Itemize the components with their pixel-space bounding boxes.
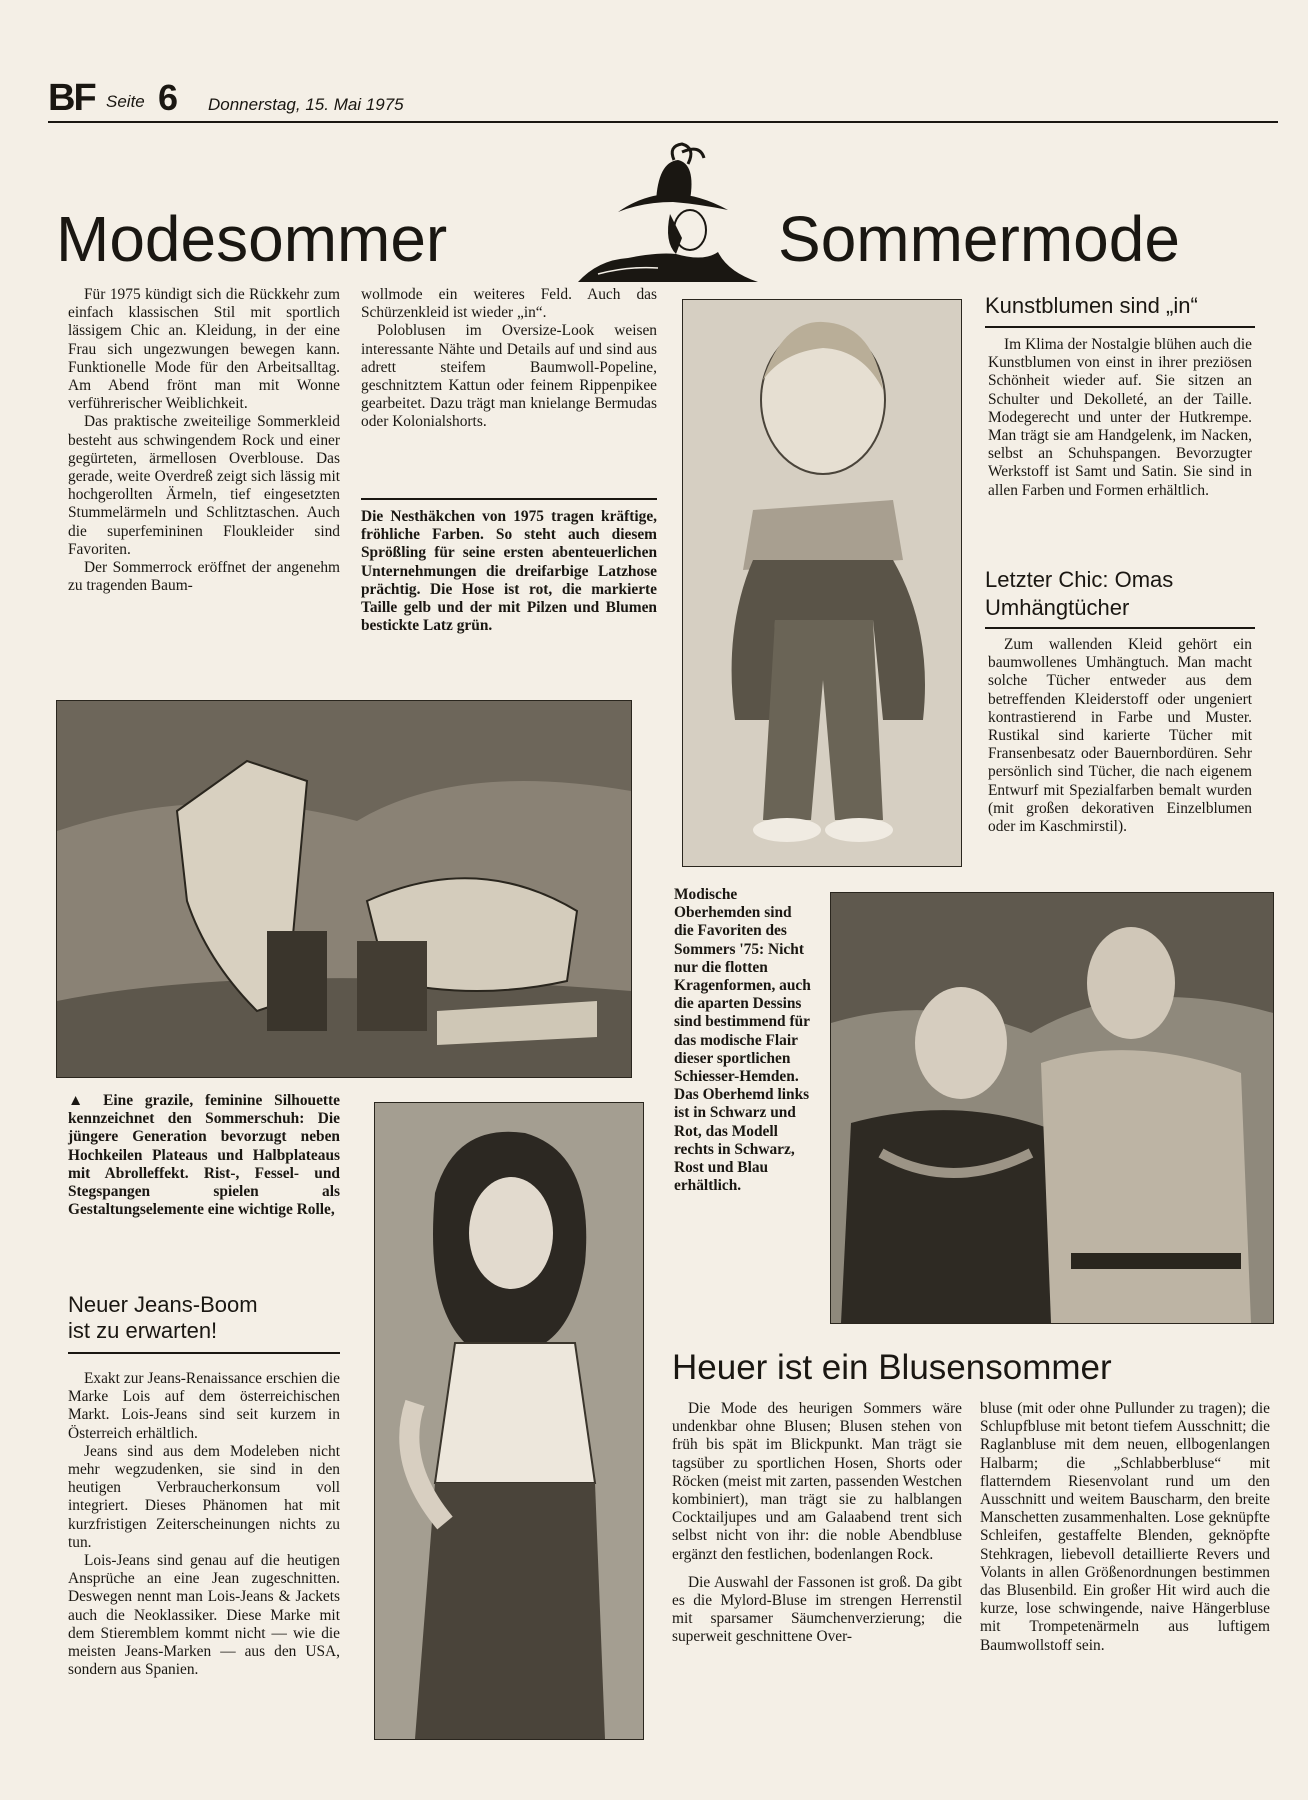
shirts-photo (830, 892, 1274, 1324)
kunstblumen-text (988, 336, 1252, 500)
headline-right: Sommermode (778, 203, 1180, 275)
issue-date: Donnerstag, 15. Mai 1975 (208, 95, 404, 114)
sandals-photo-caption: ▲ Eine grazile, feminine Silhouette kennzeichnet den Sommerschuh: Die jüngere Generation bevorzugt neben Hochkeilen Plateaus und Halbplateaus mit Abrolleffekt. Rist-, Fessel- und Stegspangen spielen als Gestaltungselemente eine wichtige Rolle, (68, 1092, 340, 1219)
chic-text (988, 636, 1252, 836)
section-title-kunstblumen: Kunstblumen sind „in“ (985, 293, 1198, 318)
page-number: 6 (158, 77, 179, 118)
column-divider (361, 498, 657, 500)
kunstblumen-paragraph: Im Klima der Nostalgie blühen auch die Kunstblumen von einst in ihrer preziösen Schönheit wieder auf. Sie sitzen an Schulter und Dekolleté, an der Taille. Modegerecht und unter der Hutkrempe. Man trägt sie am Handgelenk, im Nacken, selbst an Schuhspangen. Bevorzugter Werkstoff ist Samt und Satin. Sie sind in allen Farben und Formen erhältlich. (988, 336, 1252, 499)
woman-jeans-photo (374, 1102, 644, 1740)
chic-paragraph: Zum wallenden Kleid gehört ein baumwollenes Umhängtuch. Man macht solche Tücher entweder aus dem betreffenden Kleiderstoff oder ungeniert kontrastierend in Farbe und Muster. Rustikal sind karierte Tücher mit Fransenbesatz oder Bauernbordüren. Sehr persönlich sind Tücher, die nach eigenem Entwurf mit Spezialfarben bemalt wurden (mit großen dekorativen Einzelblumen oder im Kaschmirstil). (988, 636, 1252, 836)
intro-paragraph: Für 1975 kündigt sich die Rückkehr zum einfach klassischen Stil mit sportlich lässigem Chic an. Kleidung, in der eine Frau sich ungezwungen bewegen kann. Funktionelle Mode für den Arbeitsalltag. Am Abend frönt man mit Wonne verführerischer Weiblichkeit. (68, 286, 340, 413)
headline-left: Modesommer (56, 203, 448, 275)
jeans-paragraph: Jeans sind aus dem Modeleben nicht mehr wegzudenken, sie sind in den heutigen Verbraucherkonsum voll integriert. Dieses Phänomen hat mit kurzfristigen Zeiterscheinungen nichts zu tun. (68, 1442, 340, 1551)
intro-column-2 (361, 286, 657, 432)
blusen-column-2 (980, 1400, 1270, 1655)
newspaper-logo: BF (48, 77, 95, 119)
sandals-photo (56, 700, 632, 1078)
section-title-blusen: Heuer ist ein Blusensommer (672, 1348, 1112, 1387)
intro-paragraph: Der Sommerrock eröffnet der angenehm zu tragenden Baum- (68, 559, 340, 595)
jeans-paragraph: Exakt zur Jeans-Renaissance erschien die Marke Lois auf dem österreichischen Markt. Lois-Jeans sind seit kurzem in Österreich erhältlich. (68, 1370, 340, 1442)
blusen-paragraph: Die Mode des heurigen Sommers wäre undenkbar ohne Blusen; Blusen stehen von früh bis spät im Blickpunkt. Man trägt sie tagsüber zu sportlichen Hosen, Shorts oder Röcken (meist mit zarten, passenden Westchen kombiniert), man trägt sie zu halblangen Cocktailjupes und am Galaabend trent sich selbst nicht von ihr: die noble Abendbluse ergänzt den festlichen, bodenlangen Rock. (672, 1400, 962, 1563)
lady-with-hat-illustration (578, 142, 758, 284)
jeans-text (68, 1370, 340, 1679)
intro-paragraph: Poloblusen im Oversize-Look weisen interessante Nähte und Details auf und sind aus adrett steifem Baumwoll-Popeline, geschnitztem Kattun oder feinem Rippenpikee gearbeitet. Dazu trägt man knielange Bermudas oder Kolonialshorts. (361, 322, 657, 431)
section-title-jeans (68, 1292, 258, 1344)
chic-title-line: Letzter Chic: Omas (985, 567, 1174, 592)
section-rule (985, 627, 1255, 629)
section-title-chic (985, 566, 1173, 622)
child-photo-caption: Die Nesthäkchen von 1975 tragen kräftige, fröhliche Farben. So steht auch diesem Sprößling für seine ersten abenteuerlichen Unternehmungen die dreifarbige Latzhose prächtig. Die Hose ist rot, die markierte Taille gelb und der mit Pilzen und Blumen bestickte Latz grün. (361, 508, 657, 635)
header-rule (48, 121, 1278, 123)
blusen-paragraph: bluse (mit oder ohne Pullunder zu tragen); die Schlupfbluse mit betont tiefem Ausschnitt; die Raglanbluse mit dem neuen, ellbogenlangen Halbarm; die „Schlabberbluse“ mit flatterndem Riesenvolant rund um den Ausschnitt und weitem Bauscharm, den breite Manschetten zusammenhalten. Lose geknüpfte Schleifen, gestaffelte Blenden, geknöpfte Stehkragen, liebevoll detaillierte Revers und Volants in allen Größenordnungen bestimmen das Blusenbild. Ein großer Hit wird auch die kurze, lose schwingende, naive Hängerbluse mit Trompetenärmeln aus luftigem Baumwollstoff sein. (980, 1400, 1270, 1654)
jeans-paragraph: Lois-Jeans sind genau auf die heutigen Ansprüche an eine Jean zugeschnitten. Deswegen nennt man Lois-Jeans & Jackets auch die Neoklassiker. Diese Marke mit dem Stieremblem kommt nicht — wie die meisten Jeans-Marken — aus den USA, sondern aus Spanien. (68, 1552, 340, 1679)
chic-title-line: Umhängtücher (985, 595, 1130, 620)
page-label: Seite (106, 92, 145, 111)
child-photo (682, 299, 962, 867)
jeans-title-line: Neuer Jeans-Boom (68, 1292, 258, 1317)
blusen-paragraph: Die Auswahl der Fassonen ist groß. Da gibt es die Mylord-Bluse im strengen Herrenstil mit sparsamer Säumchenverzierung; die superweit geschnittene Over- (672, 1573, 962, 1646)
section-rule (68, 1352, 340, 1354)
intro-paragraph: Das praktische zweiteilige Sommerkleid besteht aus schwingendem Rock und einer gegürteten, ärmellosen Overblouse. Das gerade, weite Overdreß zeigt sich lässig mit hochgerollten Ärmeln, tief eingesetzten Stummelärmeln und Schlitztaschen. Auch die superfemininen Floukleider sind Favoriten. (68, 413, 340, 558)
intro-paragraph: wollmode ein weiteres Feld. Auch das Schürzenkleid ist wieder „in“. (361, 286, 657, 322)
jeans-title-line: ist zu erwarten! (68, 1318, 218, 1343)
section-rule (985, 326, 1255, 328)
blusen-column-1 (672, 1400, 962, 1647)
intro-column-1 (68, 286, 340, 595)
shirts-photo-caption: Modische Oberhemden sind die Favoriten des Sommers '75: Nicht nur die flotten Kragenformen, auch die aparten Dessins sind bestimmend für das modische Flair dieser sportlichen Schiesser-Hemden. Das Oberhemd links ist in Schwarz und Rot, das Modell rechts in Schwarz, Rost und Blau erhältlich. (674, 886, 811, 1195)
